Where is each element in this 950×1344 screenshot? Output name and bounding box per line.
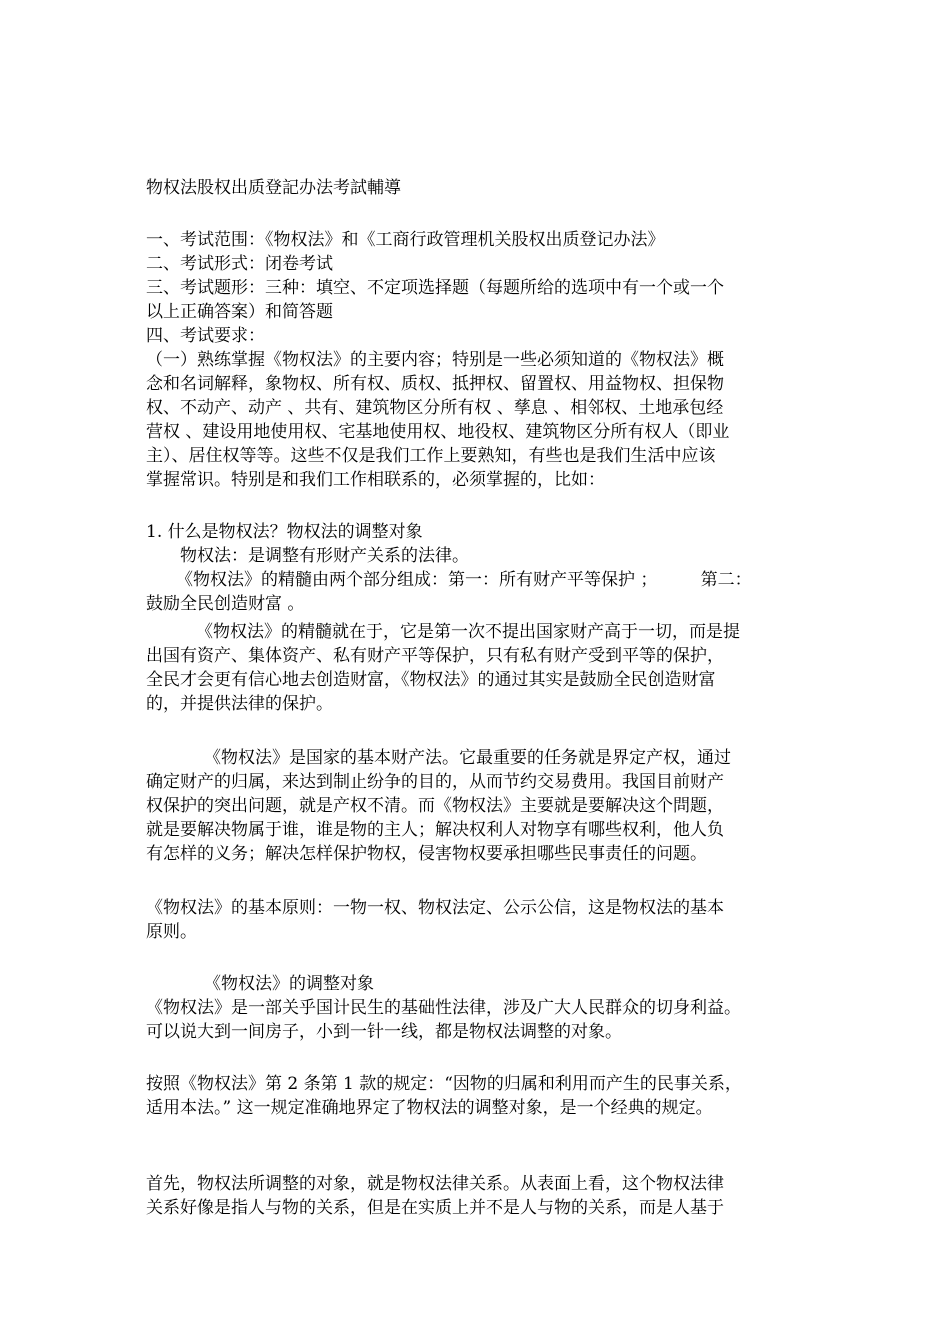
section-heading: 1. 什么是物权法？物权法的调整对象 <box>146 522 423 542</box>
paragraph-line: 可以说大到一间房子，小到一针一线，都是物权法调整的对象。 <box>146 1022 622 1042</box>
requirement-paragraph-line: 念和名词解释，象物权、所有权、质权、抵押权、留置权、用益物权、担保物 <box>146 374 724 394</box>
exam-form: 二、考试形式：闭卷考试 <box>146 254 333 274</box>
exam-types-line1: 三、考试题形：三种：填空、不定项选择题（每题所给的选项中有一个或一个 <box>146 278 724 298</box>
requirement-paragraph-line: （一）熟练掌握《物权法》的主要内容；特别是一些必须知道的《物权法》概 <box>146 350 724 370</box>
exam-types-line2: 以上正确答案）和简答题 <box>146 302 333 322</box>
subheading: 《物权法》的调整对象 <box>204 974 374 994</box>
requirement-paragraph-line: 营权 、建设用地使用权、宅基地使用权、地役权、建筑物区分所有权人（即业 <box>146 422 730 442</box>
definition-line: 物权法：是调整有形财产关系的法律。 <box>180 546 469 566</box>
paragraph-line: 《物权法》是国家的基本财产法。它最重要的任务就是界定产权，通过 <box>204 748 731 768</box>
paragraph-line: 就是要解决物属于谁，谁是物的主人；解决权利人对物享有哪些权利，他人负 <box>146 820 724 840</box>
essence-line1: 《物权法》的精髓由两个部分组成：第一：所有财产平等保护 ； 第二： <box>176 570 752 590</box>
paragraph-line: 出国有资产、集体资产、私有财产平等保护，只有私有财产受到平等的保护， <box>146 646 724 666</box>
paragraph-line: 适用本法。” 这一规定准确地界定了物权法的调整对象，是一个经典的规定。 <box>146 1098 713 1118</box>
paragraph-line: 权保护的突出问题，就是产权不清。而《物权法》主要就是要解决这个問题， <box>146 796 724 816</box>
paragraph-line: 确定财产的归属，来达到制止纷争的目的，从而节约交易费用。我国目前财产 <box>146 772 724 792</box>
paragraph-line: 《物权法》的基本原则：一物一权、物权法定、公示公信，这是物权法的基本 <box>146 898 724 918</box>
paragraph-line: 有怎样的义务；解决怎样保护物权，侵害物权要承担哪些民事责任的问题。 <box>146 844 707 864</box>
paragraph-line: 首先，物权法所调整的对象，就是物权法律关系。从表面上看，这个物权法律 <box>146 1174 724 1194</box>
requirement-paragraph-line: 主）、居住权等等。这些不仅是我们工作上要熟知，有些也是我们生活中应该 <box>146 446 716 466</box>
document-title: 物权法股权出质登記办法考試輔導 <box>146 178 401 198</box>
paragraph-line: 全民才会更有信心地去创造财富，《物权法》的通过其实是鼓励全民创造财富 <box>146 670 716 690</box>
exam-scope: 一、考试范围：《物权法》和《工商行政管理机关股权出质登记办法》 <box>146 230 665 250</box>
paragraph-line: 关系好像是指人与物的关系，但是在实质上并不是人与物的关系，而是人基于 <box>146 1198 724 1218</box>
paragraph-line: 的，并提供法律的保护。 <box>146 694 333 714</box>
paragraph-line: 《物权法》的精髓就在于，它是第一次不提出国家财产高于一切，而是提 <box>196 622 740 642</box>
essence-line2: 鼓励全民创造财富 。 <box>146 594 305 614</box>
exam-requirements-heading: 四、考试要求： <box>146 326 265 346</box>
paragraph-line: 按照《物权法》第 2 条第 1 款的规定：“因物的归属和利用而产生的民事关系， <box>146 1074 742 1094</box>
paragraph-line: 《物权法》是一部关乎国计民生的基础性法律，涉及广大人民群众的切身利益。 <box>146 998 741 1018</box>
paragraph-line: 原则。 <box>146 922 197 942</box>
requirement-paragraph-line: 掌握常识。特别是和我们工作相联系的，必须掌握的，比如： <box>146 470 605 490</box>
requirement-paragraph-line: 权、不动产、动产 、共有、建筑物区分所有权 、孳息 、相邻权、土地承包经 <box>146 398 724 418</box>
